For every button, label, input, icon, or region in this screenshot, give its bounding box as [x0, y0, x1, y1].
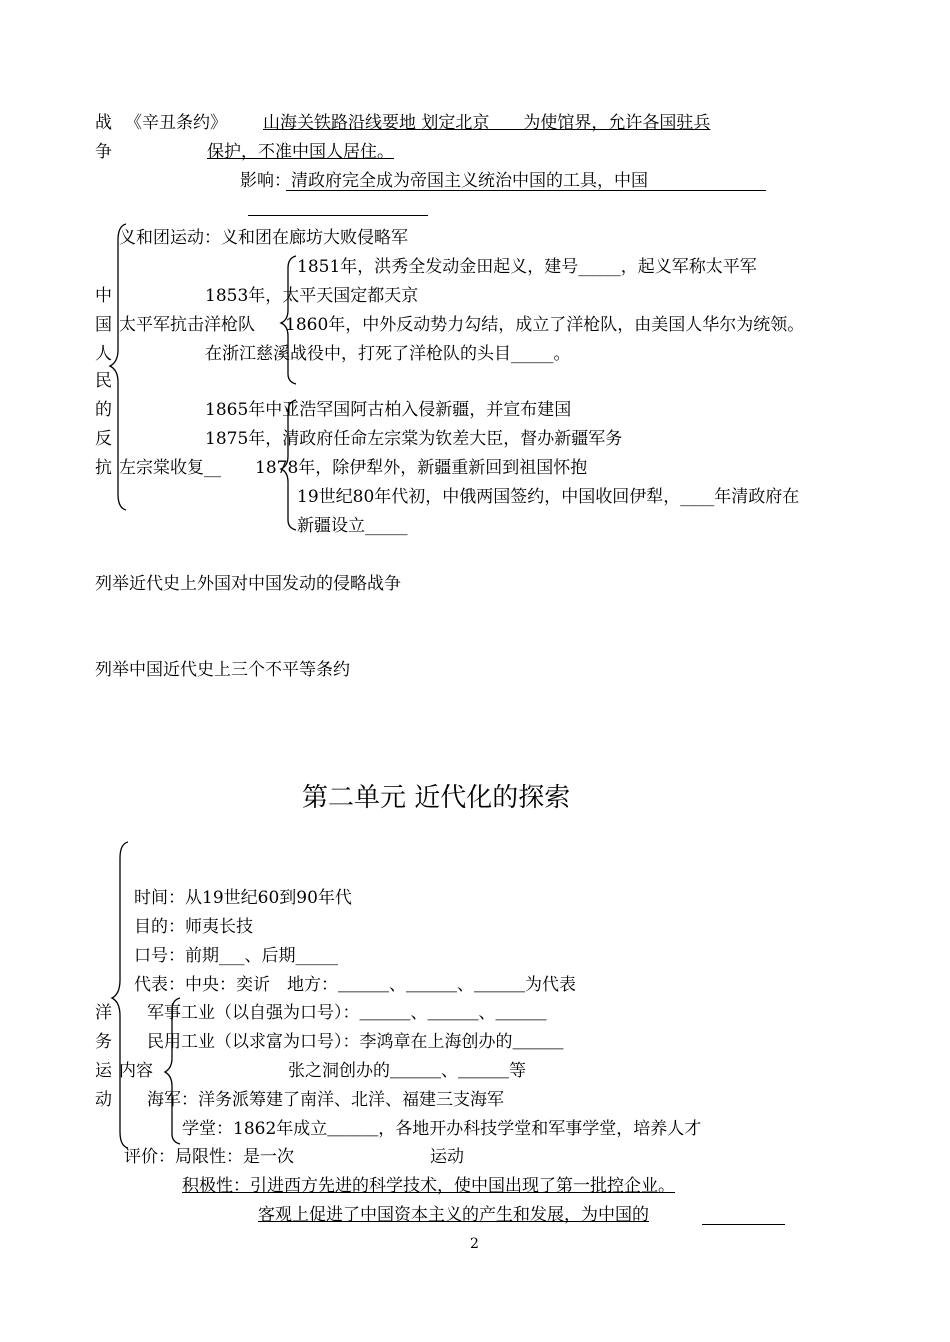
war-vertical-1: 战 [95, 113, 112, 133]
influence-blank-line [248, 215, 428, 216]
xinjiang-1880-b: 新疆设立_____ [297, 516, 408, 536]
evaluation-positive: 积极性：引进西方先进的科学技术，使中国出现了第一批控企业。 [182, 1176, 675, 1196]
navy: 海军：洋务派筹建了南洋、北洋、福建三支海军 [147, 1090, 504, 1110]
resist-vertical-2: 国 [95, 315, 112, 335]
taiping-cixi: 在浙江慈溪战役中，打死了洋枪队的头目_____。 [205, 344, 571, 364]
resist-vertical-3: 人 [95, 344, 112, 364]
influence-underline [286, 190, 766, 191]
evaluation-objective: 客观上促进了中国资本主义的产生和发展，为中国的 [258, 1205, 649, 1225]
resist-vertical-7: 抗 [95, 458, 112, 478]
resist-vertical-6: 反 [95, 429, 112, 449]
taiping-1853: 1853年，太平天国定都天京 [205, 286, 419, 306]
resist-vertical-1: 中 [95, 286, 112, 306]
yangwu-representatives: 代表：中央：奕䜣 地方：＿＿＿、＿＿＿、＿＿＿为代表 [134, 975, 576, 995]
boxer-movement: 义和团运动：义和团在廊坊大败侵略军 [119, 228, 408, 248]
taiping-label: 太平军抗击洋枪队 [119, 315, 255, 335]
war-vertical-2: 争 [95, 142, 112, 162]
yangwu-vertical-4: 动 [95, 1090, 112, 1110]
question-treaties: 列举中国近代史上三个不平等条约 [95, 660, 350, 680]
yangwu-vertical-2: 务 [95, 1032, 112, 1052]
treaty-clause-2: 保护，不准中国人居住。 [207, 142, 394, 162]
xinjiang-1878: 1878年，除伊犁外，新疆重新回到祖国怀抱 [255, 458, 588, 478]
unit-title: 第二单元 近代化的探索 [302, 783, 571, 813]
xinjiang-1880-a: 19世纪80年代初，中俄两国签约，中国收回伊犁，____年清政府在 [297, 487, 800, 507]
treaty-name: 《辛丑条约》 [125, 113, 227, 133]
zuo-label: 左宗棠收复__ [119, 458, 221, 478]
school: 学堂：1862年成立＿＿＿，各地开办科技学堂和军事学堂，培养人才 [182, 1119, 702, 1139]
yangwu-time: 时间：从19世纪60到90年代 [134, 888, 352, 908]
page-number: 2 [470, 1236, 479, 1252]
yangwu-purpose: 目的：师夷长技 [134, 917, 253, 937]
yangwu-vertical-3: 运 [95, 1061, 112, 1081]
objective-blank-line [702, 1224, 785, 1225]
yangwu-slogan: 口号：前期___、后期_____ [134, 946, 338, 966]
evaluation: 评价：局限性：是一次 运动 [124, 1147, 464, 1167]
xinjiang-1875: 1875年，清政府任命左宗棠为钦差大臣，督办新疆军务 [205, 429, 623, 449]
taiping-1851: 1851年，洪秀全发动金田起义，建号_____，起义军称太平军 [297, 257, 757, 277]
content-label: 内容 [119, 1061, 153, 1081]
civil-industry: 民用工业（以求富为口号）：李鸿章在上海创办的＿＿＿ [147, 1032, 564, 1052]
taiping-1860: 1860年，中外反动势力勾结，成立了洋枪队，由美国人华尔为统领。 [285, 315, 805, 335]
resist-vertical-5: 的 [95, 400, 112, 420]
treaty-clause-1: 山海关铁路沿线要地 划定北京 为使馆界，允许各国驻兵 [263, 113, 711, 133]
treaty-influence: 影响：清政府完全成为帝国主义统治中国的工具，中国 [240, 171, 648, 191]
resist-vertical-4: 民 [95, 371, 112, 391]
xinjiang-1865: 1865年中亚浩罕国阿古柏入侵新疆，并宣布建国 [205, 400, 572, 420]
question-wars: 列举近代史上外国对中国发动的侵略战争 [95, 574, 401, 594]
military-industry: 军事工业（以自强为口号）：＿＿＿、＿＿＿、＿＿＿ [147, 1003, 547, 1023]
yangwu-vertical-1: 洋 [95, 1003, 112, 1023]
brace-yangwu [112, 842, 128, 1148]
zhang-zhidong: 张之洞创办的＿＿＿、＿＿＿等 [288, 1061, 526, 1081]
